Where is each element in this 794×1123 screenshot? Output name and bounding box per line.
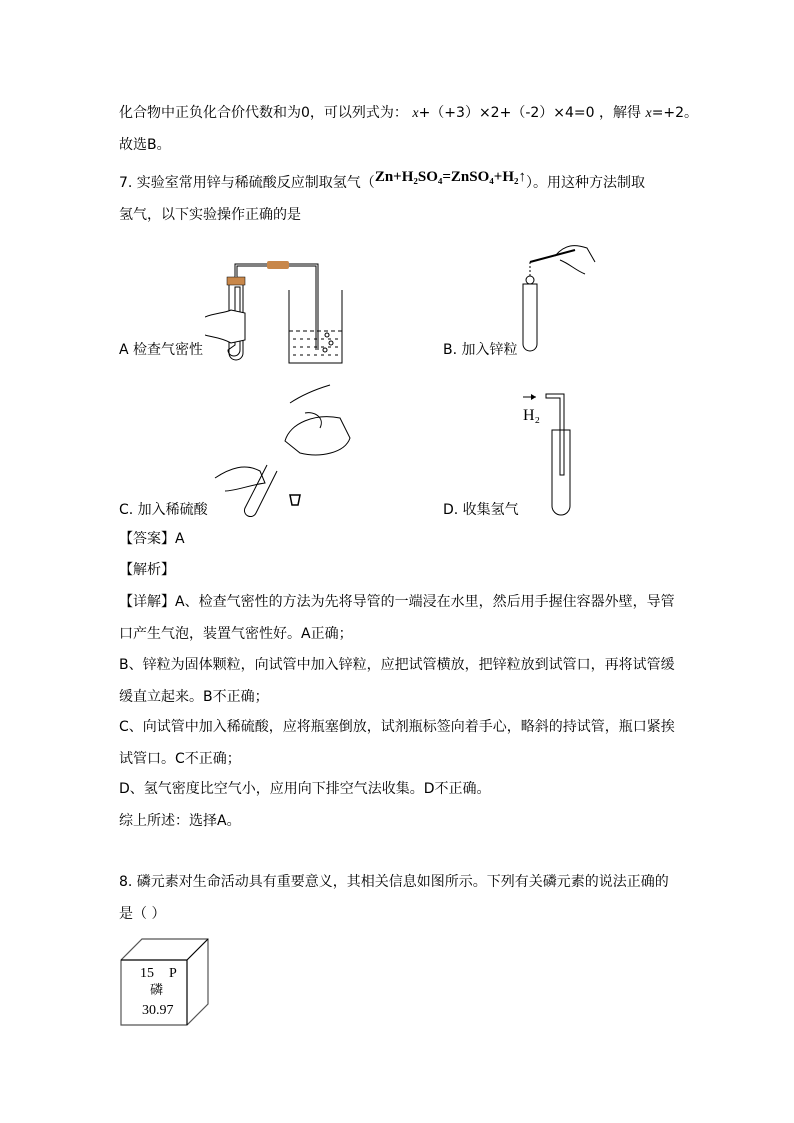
airtightness-apparatus-figure: [205, 255, 355, 365]
h2-label: H₂: [523, 407, 541, 424]
chemical-equation: Zn+H₂SO₄=ZnSO₄+H₂↑: [374, 169, 526, 185]
option-c-label: C. 加入稀硫酸: [119, 502, 208, 518]
adding-sulfuric-acid-figure: [205, 383, 365, 518]
q7-stem: [119, 169, 645, 192]
summary-line: 综上所述：选择A。: [119, 813, 241, 829]
detail-line: 口产生气泡，装置气密性好。A正确；: [119, 626, 353, 642]
text: 化合物中正负化合价代数和为0，可以列式为：: [119, 105, 408, 121]
detail-line: D、氢气密度比空气小，应用向下排空气法收集。D不正确。: [119, 781, 491, 797]
equation-text: +（+3）×2+（-2）×4=0: [418, 105, 595, 121]
q8-stem-line2: 是（ ）: [119, 906, 166, 922]
atomic-mass: 30.97: [142, 1003, 174, 1018]
q8-stem: 8. 磷元素对生命活动具有重要意义，其相关信息如图所示。下列有关磷元素的说法正确的: [119, 874, 669, 890]
q6-choice-line: 故选B。: [119, 137, 171, 153]
element-symbol: P: [169, 966, 177, 981]
option-a-label: A 检查气密性: [119, 342, 204, 358]
option-b-label: B. 加入锌粒: [443, 342, 518, 358]
analysis-heading: 【解析】: [119, 562, 175, 578]
variable-x: x: [645, 106, 652, 121]
text: ）。用这种方法制取: [526, 175, 645, 191]
text: ，解得: [599, 105, 642, 121]
answer-line: 【答案】A: [119, 531, 185, 547]
detail-line: B、锌粒为固体颗粒，向试管中加入锌粒，应把试管横放，把锌粒放到试管口，再将试管缓: [119, 657, 675, 673]
option-d-label: D. 收集氢气: [443, 502, 519, 518]
element-name: 磷: [150, 983, 164, 998]
atomic-number: 15: [140, 966, 154, 981]
detail-line: C、向试管中加入稀硫酸，应将瓶塞倒放，试剂瓶标签向着手心，略斜的持试管，瓶口紧挨: [119, 719, 675, 735]
q7-stem-line2: 氢气，以下实验操作正确的是: [119, 207, 301, 223]
result-text: =+2。: [651, 105, 699, 121]
detail-line: 试管口。C不正确；: [119, 751, 241, 767]
q6-solution-line: [119, 104, 698, 123]
adding-zinc-granules-figure: [515, 242, 605, 354]
detail-line: 缓直立起来。B不正确；: [119, 689, 269, 705]
variable-x: x: [412, 106, 419, 121]
detail-line: 【详解】A、检查气密性的方法为先将导管的一端浸在水里，然后用手握住容器外壁，导管: [119, 594, 675, 610]
text: 7. 实验室常用锌与稀硫酸反应制取氢气（: [119, 175, 375, 191]
